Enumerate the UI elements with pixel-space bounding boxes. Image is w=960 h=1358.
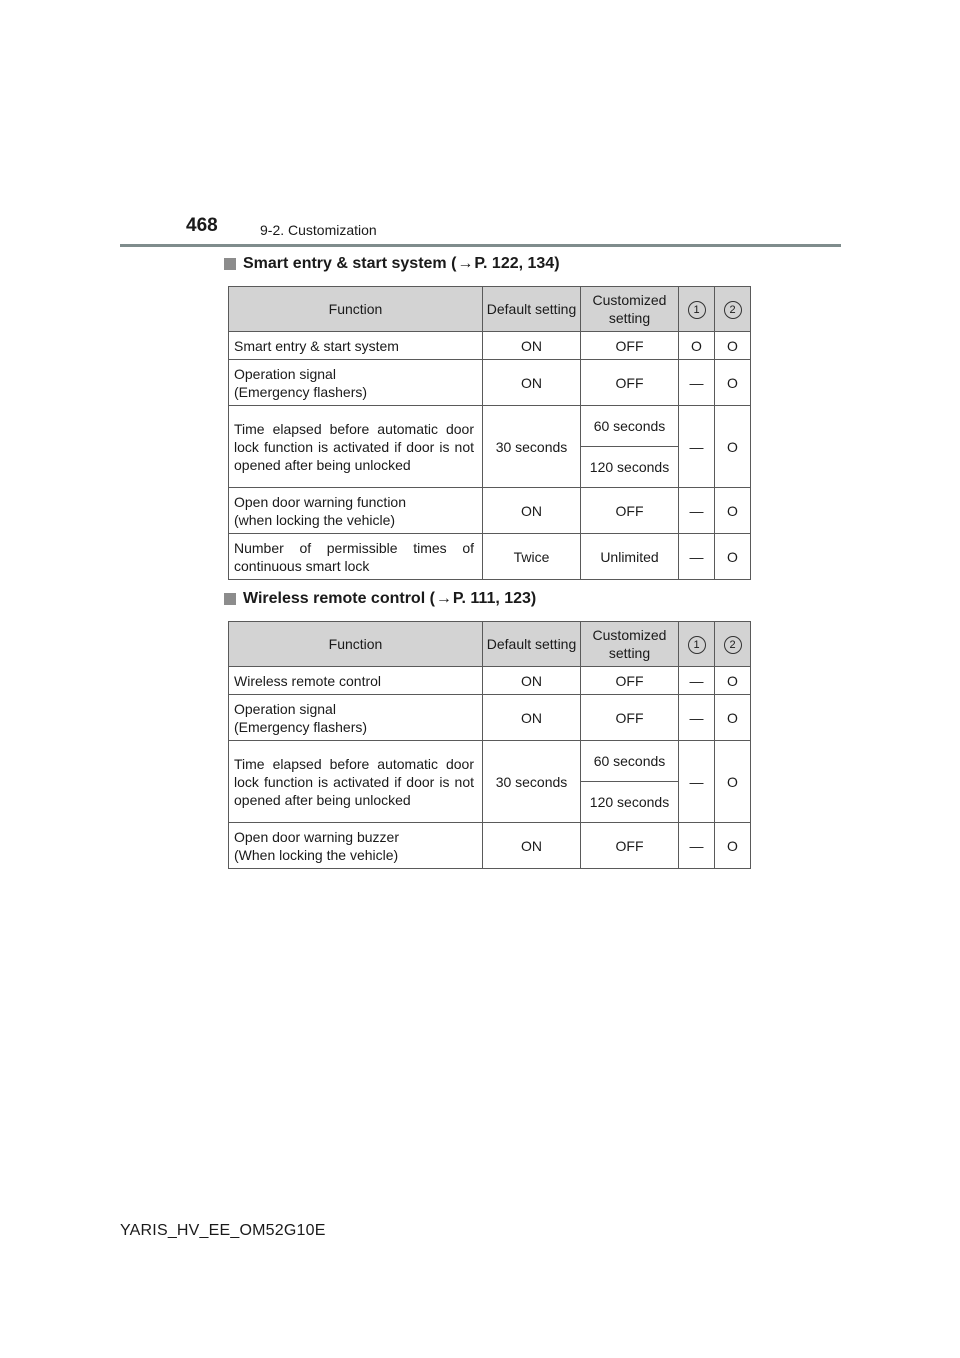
section-title: 9-2. Customization: [260, 222, 377, 238]
col2-cell: O: [715, 667, 751, 695]
custom-cell: OFF: [581, 695, 679, 741]
function-cell: [229, 488, 483, 534]
custom-cell: OFF: [581, 360, 679, 406]
column-header-2: [715, 622, 751, 667]
default-cell: 30 seconds: [483, 741, 581, 823]
circled-1-icon: 1: [688, 301, 706, 319]
function-line: Operation signal: [234, 365, 336, 382]
function-cell: [229, 360, 483, 406]
heading-page-ref[interactable]: P. 111, 123): [452, 590, 537, 607]
custom-option-cell: 120 seconds: [581, 447, 679, 488]
default-cell: ON: [483, 488, 581, 534]
col2-cell: O: [715, 332, 751, 360]
custom-option-cell: 60 seconds: [581, 406, 679, 447]
column-header-customized: Customized setting: [581, 287, 679, 332]
col2-cell: O: [715, 406, 751, 488]
table-row: [229, 360, 751, 406]
function-line: (Emergency flashers): [234, 718, 368, 735]
arrow-right-icon: →: [457, 255, 474, 272]
column-header-default: Default setting: [483, 287, 581, 332]
page-number: 468: [186, 215, 218, 236]
circled-1-icon: 1: [688, 636, 706, 654]
col1-cell: —: [679, 360, 715, 406]
col1-cell: —: [679, 534, 715, 580]
default-cell: ON: [483, 360, 581, 406]
column-header-function: Function: [229, 622, 483, 667]
custom-cell: OFF: [581, 667, 679, 695]
column-header-1: [679, 287, 715, 332]
function-cell: Wireless remote control: [229, 667, 483, 695]
col2-cell: O: [715, 741, 751, 823]
table-row: [229, 741, 751, 782]
col2-cell: O: [715, 823, 751, 869]
custom-cell: OFF: [581, 823, 679, 869]
default-cell: Twice: [483, 534, 581, 580]
table-row: [229, 667, 751, 695]
function-line: Open door warning function: [234, 493, 406, 510]
col1-cell: —: [679, 667, 715, 695]
col2-cell: O: [715, 695, 751, 741]
heading-bullet-icon: [224, 593, 236, 605]
col1-cell: O: [679, 332, 715, 360]
column-header-customized: Customized setting: [581, 622, 679, 667]
custom-cell: OFF: [581, 488, 679, 534]
document-code: YARIS_HV_EE_OM52G10E: [120, 1222, 326, 1239]
table-header-row: [229, 622, 751, 667]
col2-cell: O: [715, 534, 751, 580]
heading-page-ref[interactable]: P. 122, 134): [474, 255, 560, 272]
column-header-function: Function: [229, 287, 483, 332]
col1-cell: —: [679, 741, 715, 823]
table-row: [229, 823, 751, 869]
wireless-remote-table: [228, 621, 751, 869]
heading-wireless-remote: [224, 590, 536, 608]
col2-cell: O: [715, 488, 751, 534]
default-cell: ON: [483, 823, 581, 869]
function-line: (when locking the vehicle): [234, 511, 396, 528]
table-row: [229, 534, 751, 580]
col1-cell: —: [679, 695, 715, 741]
arrow-right-icon: →: [435, 590, 452, 607]
default-cell: ON: [483, 667, 581, 695]
smart-entry-table: [228, 286, 751, 580]
custom-cell: Unlimited: [581, 534, 679, 580]
circled-2-icon: 2: [724, 636, 742, 654]
default-cell: 30 seconds: [483, 406, 581, 488]
function-line: Open door warning buzzer: [234, 828, 399, 845]
column-header-default: Default setting: [483, 622, 581, 667]
heading-title: Wireless remote control (: [243, 590, 435, 607]
default-cell: ON: [483, 695, 581, 741]
function-cell: Number of permissible times of continuous smart lock: [229, 534, 483, 580]
heading-smart-entry: [224, 255, 560, 273]
column-header-2: [715, 287, 751, 332]
column-header-1: [679, 622, 715, 667]
table-row: [229, 695, 751, 741]
function-cell: [229, 695, 483, 741]
table-row: [229, 332, 751, 360]
col2-cell: O: [715, 360, 751, 406]
function-line: Operation signal: [234, 700, 336, 717]
custom-option-cell: 60 seconds: [581, 741, 679, 782]
col1-cell: —: [679, 823, 715, 869]
col1-cell: —: [679, 488, 715, 534]
function-cell: Time elapsed before automatic door lock function is activated if door is not opened after being unlocked: [229, 741, 483, 823]
function-cell: Time elapsed before automatic door lock function is activated if door is not opened after being unlocked: [229, 406, 483, 488]
function-cell: Smart entry & start system: [229, 332, 483, 360]
function-cell: [229, 823, 483, 869]
col1-cell: —: [679, 406, 715, 488]
heading-bullet-icon: [224, 258, 236, 270]
circled-2-icon: 2: [724, 301, 742, 319]
function-line: (Emergency flashers): [234, 383, 368, 400]
custom-option-cell: 120 seconds: [581, 782, 679, 823]
table-row: [229, 488, 751, 534]
table-header-row: [229, 287, 751, 332]
header-rule: [120, 244, 841, 247]
function-line: (When locking the vehicle): [234, 846, 399, 863]
custom-cell: OFF: [581, 332, 679, 360]
default-cell: ON: [483, 332, 581, 360]
table-row: [229, 406, 751, 447]
heading-title: Smart entry & start system (: [243, 255, 457, 272]
